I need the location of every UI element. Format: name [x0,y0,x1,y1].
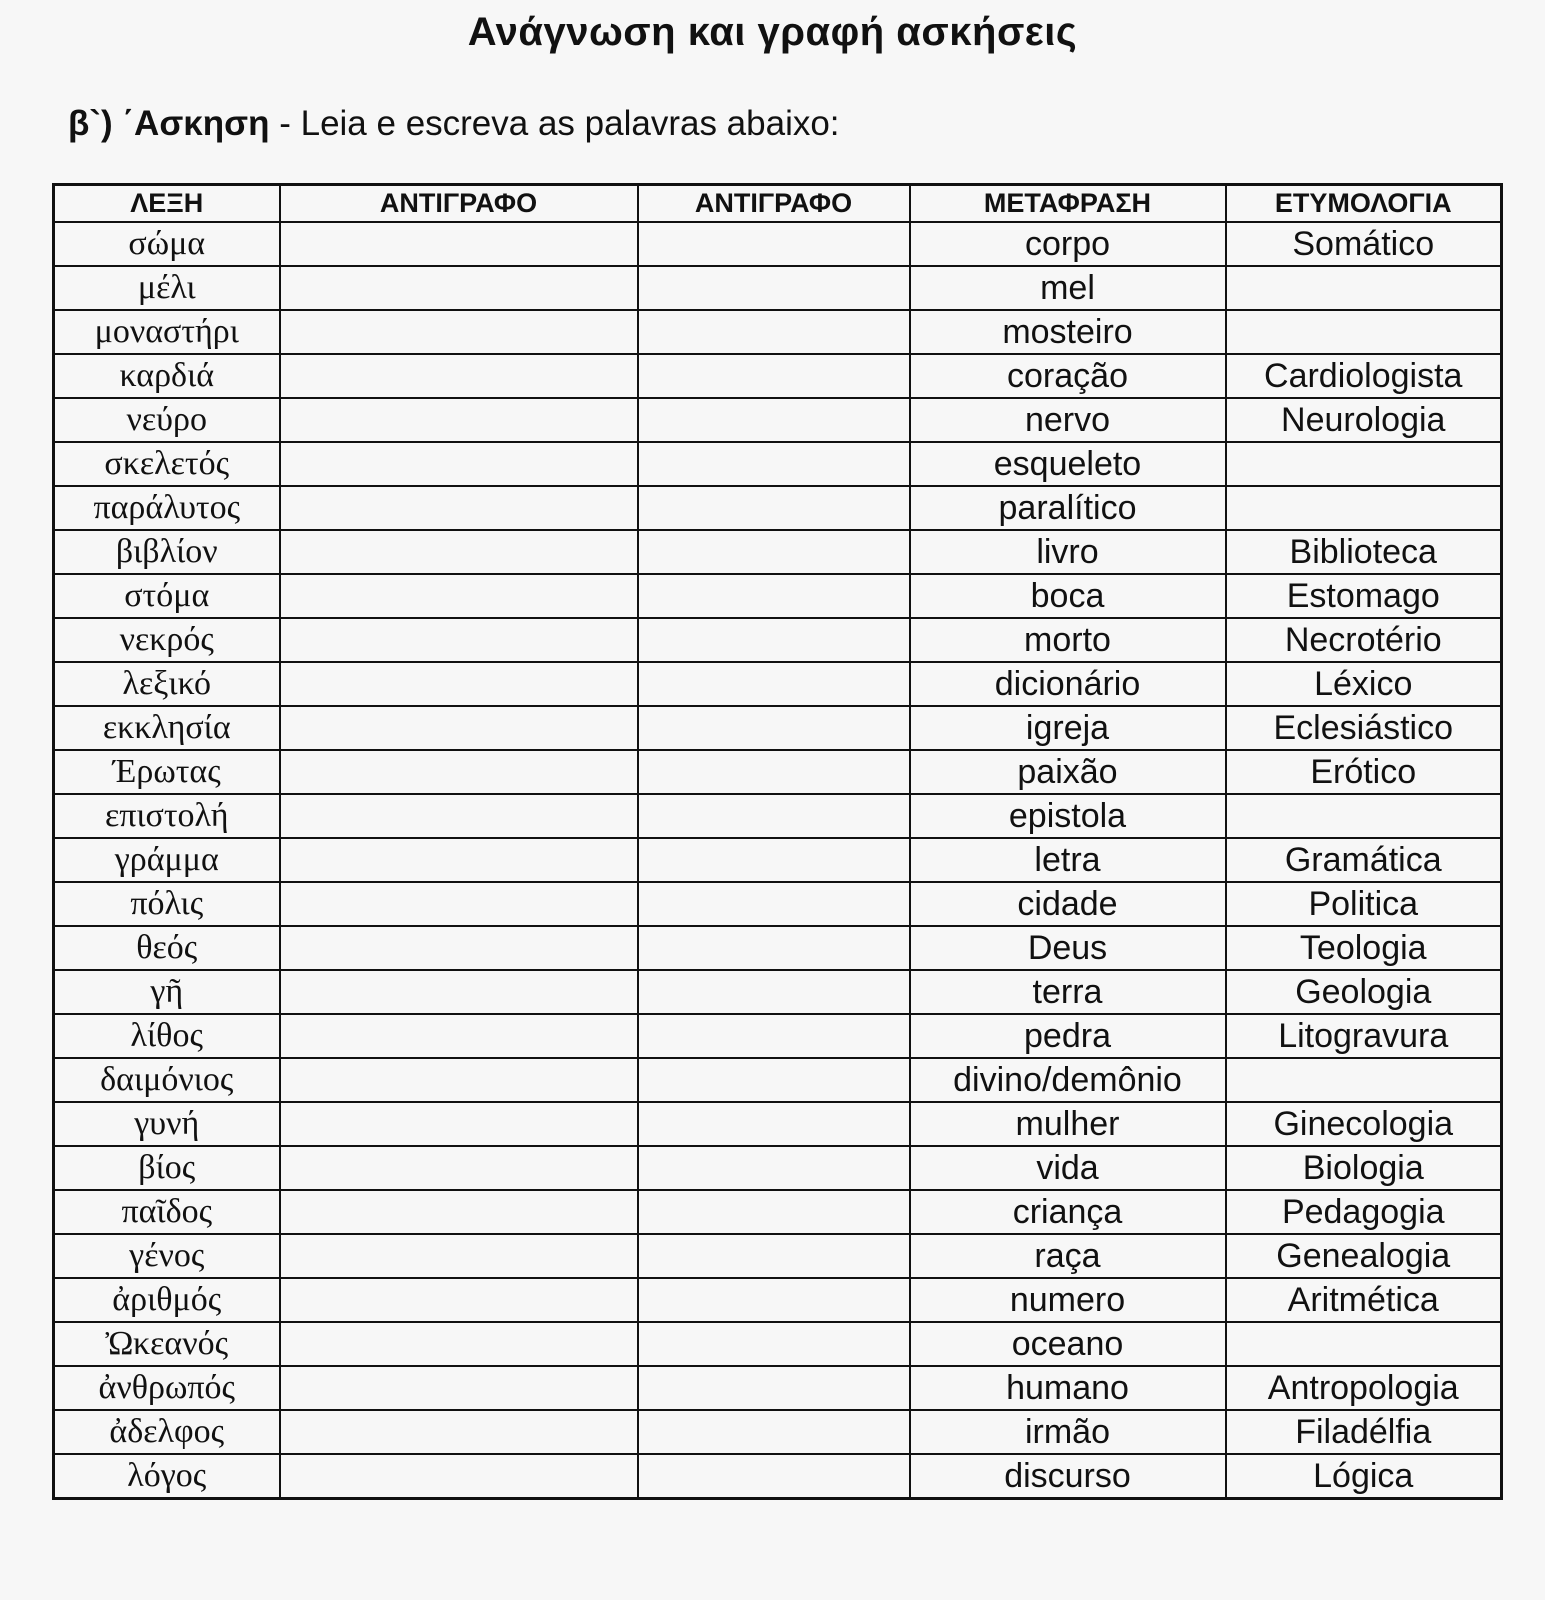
copy-cell-1[interactable] [280,222,638,266]
copy-cell-1[interactable] [280,1410,638,1454]
etymology-cell: Lógica [1226,1454,1502,1499]
table-row [54,398,1502,442]
word-cell: λίθος [54,1014,280,1058]
header-translation: ΜΕΤΑΦΡΑΣΗ [910,185,1226,223]
translation-cell: Deus [910,926,1226,970]
copy-cell-2[interactable] [638,1190,910,1234]
copy-cell-1[interactable] [280,1322,638,1366]
translation-cell: nervo [910,398,1226,442]
word-cell: λεξικό [54,662,280,706]
etymology-cell: Litogravura [1226,1014,1502,1058]
translation-cell: divino/demônio [910,1058,1226,1102]
copy-cell-1[interactable] [280,970,638,1014]
copy-cell-2[interactable] [638,926,910,970]
exercise-label: β`) ΄Ασκηση [68,104,270,143]
translation-cell: livro [910,530,1226,574]
translation-cell: coração [910,354,1226,398]
translation-cell: mosteiro [910,310,1226,354]
table-row [54,618,1502,662]
word-cell: θεός [54,926,280,970]
word-cell: νεύρο [54,398,280,442]
table-row [54,1014,1502,1058]
copy-cell-2[interactable] [638,222,910,266]
etymology-cell: Biblioteca [1226,530,1502,574]
table-row [54,882,1502,926]
word-cell: πόλις [54,882,280,926]
word-cell: σώμα [54,222,280,266]
table-row [54,310,1502,354]
etymology-cell [1226,1322,1502,1366]
copy-cell-1[interactable] [280,442,638,486]
translation-cell: humano [910,1366,1226,1410]
copy-cell-2[interactable] [638,574,910,618]
copy-cell-2[interactable] [638,838,910,882]
copy-cell-1[interactable] [280,398,638,442]
translation-cell: letra [910,838,1226,882]
word-cell: ἀριθμός [54,1278,280,1322]
copy-cell-1[interactable] [280,574,638,618]
vocabulary-table [52,183,1503,1500]
copy-cell-1[interactable] [280,1366,638,1410]
header-word: ΛΕΞΗ [54,185,280,223]
copy-cell-2[interactable] [638,794,910,838]
word-cell: γυνή [54,1102,280,1146]
translation-cell: paralítico [910,486,1226,530]
word-cell: Ὠκεανός [54,1322,280,1366]
exercise-instruction [68,104,840,144]
translation-cell: numero [910,1278,1226,1322]
table-row [54,1102,1502,1146]
header-etymology: ΕΤΥΜΟΛΟΓΙΑ [1226,185,1502,223]
etymology-cell: Ginecologia [1226,1102,1502,1146]
word-cell: βιβλίον [54,530,280,574]
copy-cell-1[interactable] [280,838,638,882]
translation-cell: mel [910,266,1226,310]
copy-cell-1[interactable] [280,1234,638,1278]
translation-cell: esqueleto [910,442,1226,486]
word-cell: σκελετός [54,442,280,486]
copy-cell-2[interactable] [638,1322,910,1366]
copy-cell-1[interactable] [280,794,638,838]
table-row [54,574,1502,618]
etymology-cell [1226,794,1502,838]
etymology-cell: Genealogia [1226,1234,1502,1278]
copy-cell-2[interactable] [638,882,910,926]
copy-cell-1[interactable] [280,926,638,970]
copy-cell-1[interactable] [280,618,638,662]
copy-cell-2[interactable] [638,442,910,486]
copy-cell-1[interactable] [280,486,638,530]
translation-cell: vida [910,1146,1226,1190]
translation-cell: oceano [910,1322,1226,1366]
translation-cell: dicionário [910,662,1226,706]
copy-cell-2[interactable] [638,618,910,662]
table-row [54,1058,1502,1102]
copy-cell-2[interactable] [638,1278,910,1322]
table-row [54,1278,1502,1322]
etymology-cell [1226,310,1502,354]
translation-cell: terra [910,970,1226,1014]
etymology-cell: Neurologia [1226,398,1502,442]
copy-cell-2[interactable] [638,1410,910,1454]
word-cell: δαιμόνιος [54,1058,280,1102]
translation-cell: mulher [910,1102,1226,1146]
etymology-cell: Eclesiástico [1226,706,1502,750]
etymology-cell: Politica [1226,882,1502,926]
copy-cell-2[interactable] [638,1014,910,1058]
etymology-cell: Filadélfia [1226,1410,1502,1454]
word-cell: επιστολή [54,794,280,838]
table-row [54,1146,1502,1190]
word-cell: ἀδελφος [54,1410,280,1454]
table-row [54,706,1502,750]
copy-cell-2[interactable] [638,354,910,398]
page-title: Ανάγνωση και γραφή ασκήσεις [467,10,1078,54]
copy-cell-1[interactable] [280,882,638,926]
table-row [54,662,1502,706]
etymology-cell: Cardiologista [1226,354,1502,398]
copy-cell-1[interactable] [280,1190,638,1234]
translation-cell: corpo [910,222,1226,266]
translation-cell: cidade [910,882,1226,926]
etymology-cell: Biologia [1226,1146,1502,1190]
copy-cell-1[interactable] [280,1102,638,1146]
table-header-row [54,185,1502,223]
etymology-cell: Erótico [1226,750,1502,794]
copy-cell-2[interactable] [638,1058,910,1102]
table-row [54,442,1502,486]
copy-cell-2[interactable] [638,706,910,750]
translation-cell: criança [910,1190,1226,1234]
copy-cell-1[interactable] [280,310,638,354]
translation-cell: epistola [910,794,1226,838]
copy-cell-2[interactable] [638,1146,910,1190]
etymology-cell: Teologia [1226,926,1502,970]
table-row [54,266,1502,310]
table-row [54,354,1502,398]
copy-cell-2[interactable] [638,398,910,442]
word-cell: Έρωτας [54,750,280,794]
word-cell: μοναστήρι [54,310,280,354]
copy-cell-2[interactable] [638,310,910,354]
etymology-cell: Aritmética [1226,1278,1502,1322]
word-cell: στόμα [54,574,280,618]
translation-cell: igreja [910,706,1226,750]
word-cell: νεκρός [54,618,280,662]
copy-cell-1[interactable] [280,1278,638,1322]
word-cell: γράμμα [54,838,280,882]
translation-cell: pedra [910,1014,1226,1058]
word-cell: εκκλησία [54,706,280,750]
etymology-cell: Gramática [1226,838,1502,882]
copy-cell-2[interactable] [638,1366,910,1410]
copy-cell-1[interactable] [280,750,638,794]
table-row [54,1454,1502,1499]
copy-cell-2[interactable] [638,1102,910,1146]
table-row [54,1190,1502,1234]
word-cell: γῆ [54,970,280,1014]
etymology-cell: Necrotério [1226,618,1502,662]
table-row [54,486,1502,530]
copy-cell-2[interactable] [638,1234,910,1278]
copy-cell-1[interactable] [280,662,638,706]
word-cell: λόγος [54,1454,280,1499]
etymology-cell: Somático [1226,222,1502,266]
word-cell: παῖδος [54,1190,280,1234]
etymology-cell [1226,442,1502,486]
header-copy-2: ΑΝΤΙΓΡΑΦΟ [638,185,910,223]
table-row [54,1366,1502,1410]
etymology-cell: Pedagogia [1226,1190,1502,1234]
copy-cell-2[interactable] [638,970,910,1014]
etymology-cell: Antropologia [1226,1366,1502,1410]
copy-cell-2[interactable] [638,486,910,530]
etymology-cell: Estomago [1226,574,1502,618]
copy-cell-1[interactable] [280,1014,638,1058]
etymology-cell: Geologia [1226,970,1502,1014]
exercise-text: - Leia e escreva as palavras abaixo: [269,104,840,143]
word-cell: γένος [54,1234,280,1278]
copy-cell-2[interactable] [638,750,910,794]
table-row [54,222,1502,266]
copy-cell-1[interactable] [280,1146,638,1190]
translation-cell: discurso [910,1454,1226,1499]
word-cell: μέλι [54,266,280,310]
table-row [54,1234,1502,1278]
table-row [54,1410,1502,1454]
copy-cell-2[interactable] [638,1454,910,1499]
translation-cell: raça [910,1234,1226,1278]
etymology-cell: Léxico [1226,662,1502,706]
header-copy-1: ΑΝΤΙΓΡΑΦΟ [280,185,638,223]
copy-cell-2[interactable] [638,530,910,574]
table-row [54,1322,1502,1366]
translation-cell: paixão [910,750,1226,794]
copy-cell-2[interactable] [638,662,910,706]
copy-cell-1[interactable] [280,706,638,750]
word-cell: καρδιά [54,354,280,398]
table-row [54,970,1502,1014]
table-row [54,926,1502,970]
copy-cell-1[interactable] [280,1058,638,1102]
etymology-cell [1226,266,1502,310]
copy-cell-1[interactable] [280,530,638,574]
translation-cell: irmão [910,1410,1226,1454]
table-row [54,838,1502,882]
translation-cell: boca [910,574,1226,618]
word-cell: βίος [54,1146,280,1190]
copy-cell-1[interactable] [280,1454,638,1499]
etymology-cell [1226,1058,1502,1102]
table-row [54,750,1502,794]
table-row [54,530,1502,574]
word-cell: παράλυτος [54,486,280,530]
etymology-cell [1226,486,1502,530]
copy-cell-2[interactable] [638,266,910,310]
translation-cell: morto [910,618,1226,662]
copy-cell-1[interactable] [280,354,638,398]
copy-cell-1[interactable] [280,266,638,310]
table-row [54,794,1502,838]
word-cell: ἀνθρωπός [54,1366,280,1410]
